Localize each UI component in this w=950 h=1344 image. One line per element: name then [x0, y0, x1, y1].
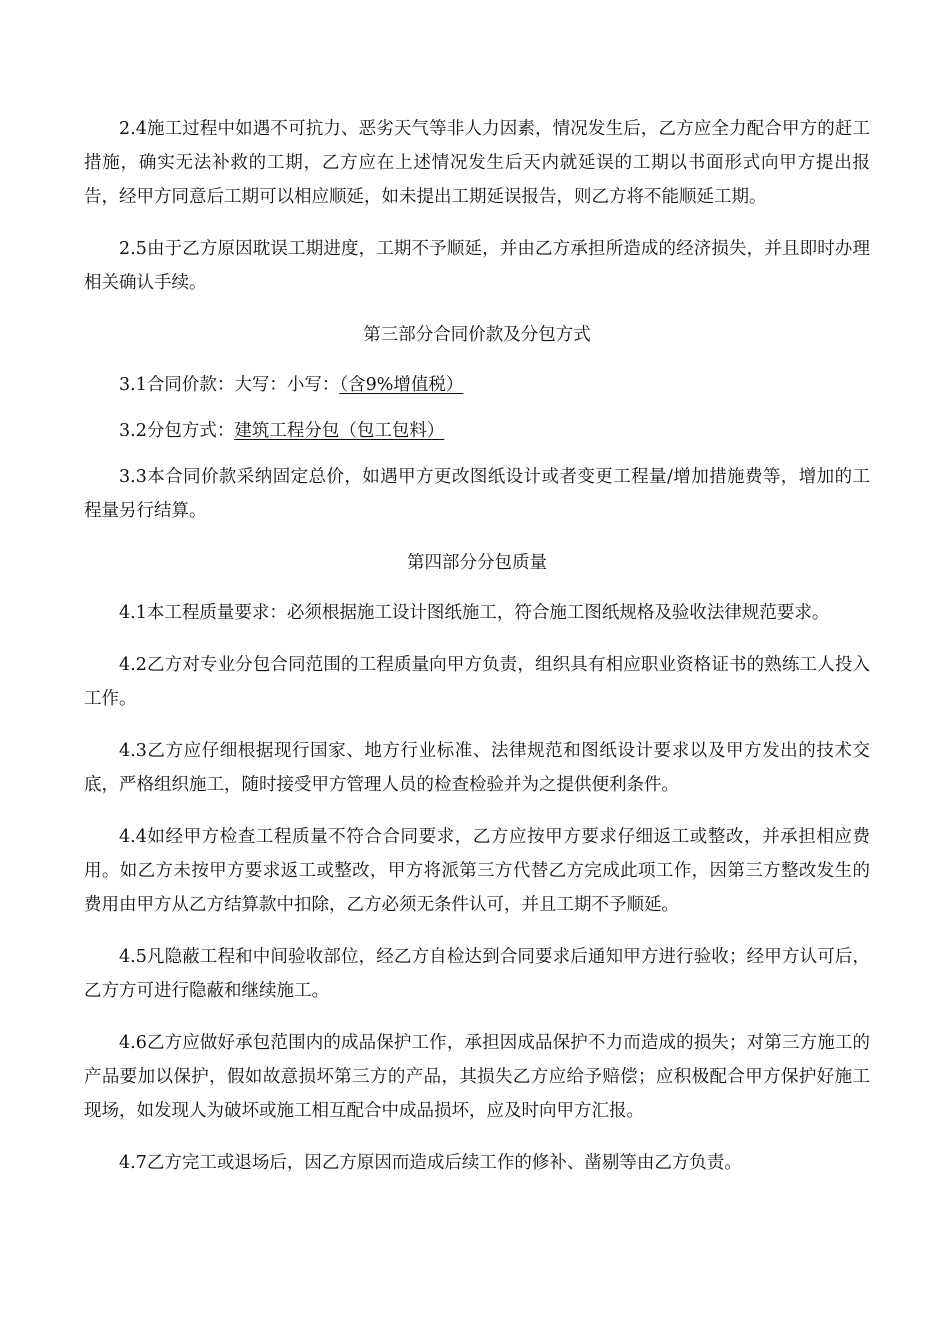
clause-3-1-value: （含9%增值税） [339, 375, 464, 395]
clause-3-2 [84, 414, 870, 448]
clause-4-5: 4.5凡隐蔽工程和中间验收部位，经乙方自检达到合同要求后通知甲方进行验收；经甲方认可后，乙方方可进行隐蔽和继续施工。 [84, 947, 870, 1001]
section-3-heading: 第三部分合同价款及分包方式 [363, 325, 591, 345]
clause-4-4: 4.4如经甲方检查工程质量不符合合同要求，乙方应按甲方要求仔细返工或整改，并承担相应费用。如乙方未按甲方要求返工或整改，甲方将派第三方代替乙方完成此项工作，因第三方整改发生的费用由甲方从乙方结算款中扣除，乙方必须无条件认可，并且工期不予顺延。 [84, 827, 870, 915]
clause-3-2-label: 3.2分包方式： [119, 421, 235, 441]
section-4-heading: 第四部分分包质量 [407, 553, 547, 573]
clause-4-1: 4.1本工程质量要求：必须根据施工设计图纸施工，符合施工图纸规格及验收法律规范要求。 [119, 603, 830, 623]
clause-4-2: 4.2乙方对专业分包合同范围的工程质量向甲方负责，组织具有相应职业资格证书的熟练工人投入工作。 [84, 655, 870, 709]
clause-2-4: 2.4施工过程中如遇不可抗力、恶劣天气等非人力因素，情况发生后，乙方应全力配合甲方的赶工措施，确实无法补救的工期，乙方应在上述情况发生后天内就延误的工期以书面形式向甲方提出报告，经甲方同意后工期可以相应顺延，如未提出工期延误报告，则乙方将不能顺延工期。 [84, 119, 870, 207]
clause-4-6: 4.6乙方应做好承包范围内的成品保护工作，承担因成品保护不力而造成的损失；对第三方施工的产品要加以保护，假如故意损坏第三方的产品，其损失乙方应给予赔偿；应积极配合甲方保护好施工现场，如发现人为破坏或施工相互配合中成品损坏，应及时向甲方汇报。 [84, 1033, 870, 1121]
clause-4-7: 4.7乙方完工或退场后，因乙方原因而造成后续工作的修补、凿剔等由乙方负责。 [119, 1153, 742, 1173]
clause-2-5: 2.5由于乙方原因耽误工期进度，工期不予顺延，并由乙方承担所造成的经济损失，并且即时办理相关确认手续。 [84, 239, 870, 293]
document-body [84, 112, 870, 1198]
clause-3-1 [84, 368, 870, 402]
clause-3-1-label: 3.1合同价款：大写：小写： [119, 375, 340, 395]
clause-3-2-value: 建筑工程分包（包工包料） [234, 421, 445, 441]
clause-4-3: 4.3乙方应仔细根据现行国家、地方行业标准、法律规范和图纸设计要求以及甲方发出的技术交底，严格组织施工，随时接受甲方管理人员的检查检验并为之提供便利条件。 [84, 741, 870, 795]
clause-3-3: 3.3本合同价款采纳固定总价，如遇甲方更改图纸设计或者变更工程量/增加措施费等，增加的工程量另行结算。 [84, 467, 870, 521]
